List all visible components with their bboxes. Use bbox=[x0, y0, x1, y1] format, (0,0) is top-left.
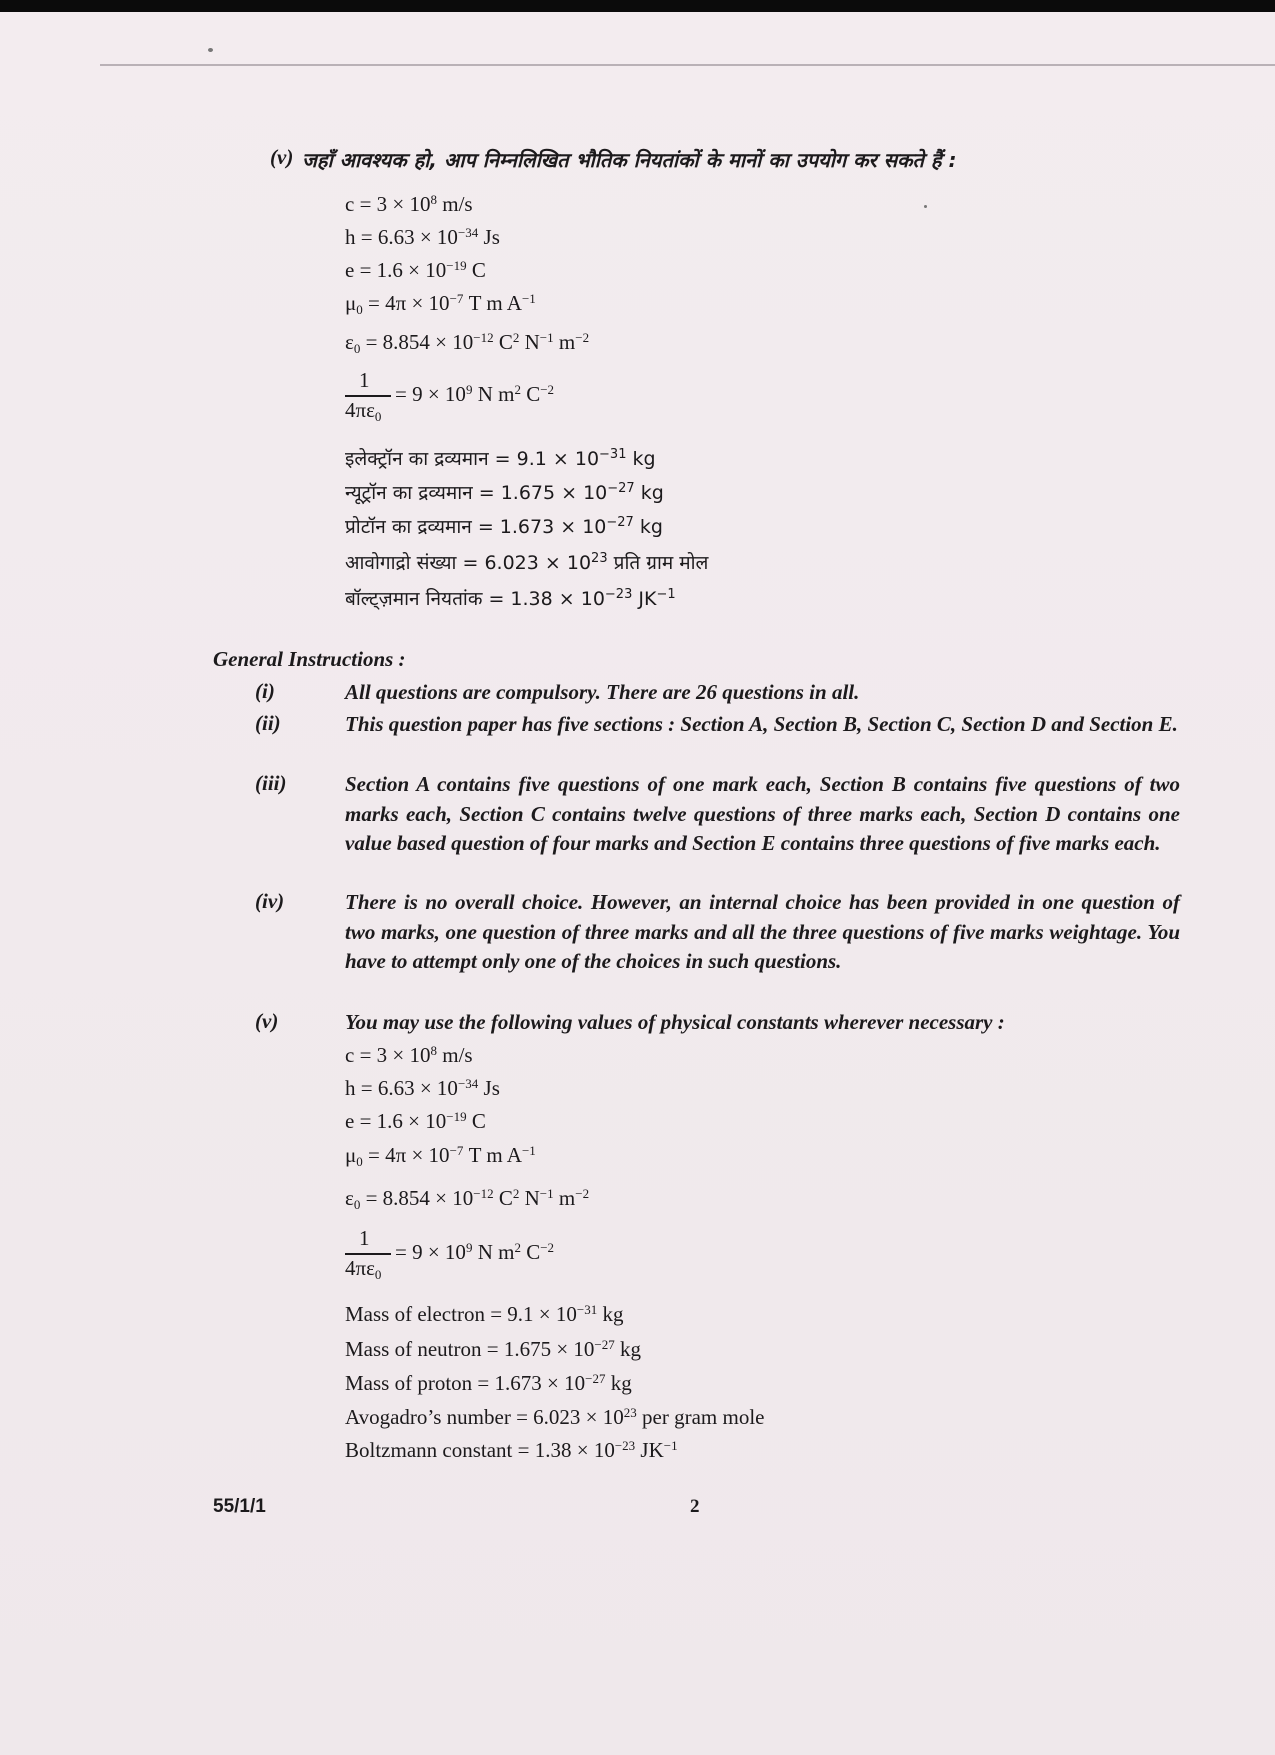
instruction-i-text: All questions are compulsory. There are 26 questions in all. bbox=[345, 680, 860, 704]
instruction-v-number: (v) bbox=[255, 1009, 279, 1033]
english-avogadro: Avogadro’s number = $6.023 \times 10^{23}$ per gram mole bbox=[345, 1405, 765, 1429]
english-mass-proton: Mass of proton = $1.673 \times 10^{-27}$ kg bbox=[345, 1371, 632, 1395]
english-constant-h: $h = 6.63 \times 10^{-34}$ Js bbox=[345, 1076, 500, 1100]
english-constant-mu0: $\mu_0 = 4\pi \times 10^{-7}$ T m $A^{-1}$ bbox=[345, 1143, 536, 1169]
english-constant-e: $e = 1.6 \times 10^{-19}$ C bbox=[345, 1109, 486, 1133]
scan-speck bbox=[924, 205, 927, 208]
instruction-v-text: You may use the following values of physical constants wherever necessary : bbox=[345, 1010, 1005, 1034]
constant-eps0: $\varepsilon_0 = 8.854 \times 10^{-12}$ $C^2$ $N^{-1}$ $m^{-2}$ bbox=[345, 330, 590, 356]
general-instructions-heading: General Instructions : bbox=[213, 647, 406, 671]
english-constant-c: $c = 3 \times 10^8$ m/s bbox=[345, 1043, 473, 1067]
constant-e: $e = 1.6 \times 10^{-19}$ C bbox=[345, 258, 486, 282]
scan-speck bbox=[208, 48, 213, 52]
english-constant-eps0: $\varepsilon_0 = 8.854 \times 10^{-12}$ $C^2$ $N^{-1}$ $m^{-2}$ bbox=[345, 1186, 590, 1212]
english-mass-electron: Mass of electron = $9.1 \times 10^{-31}$ kg bbox=[345, 1302, 624, 1326]
english-boltzmann: Boltzmann constant = $1.38 \times 10^{-23}$ $JK^{-1}$ bbox=[345, 1438, 678, 1462]
hindi-mass-neutron: न्यूट्रॉन का द्रव्यमान = $1.675 \times 10^{-27}$ kg bbox=[345, 481, 664, 504]
instruction-i-number: (i) bbox=[255, 679, 275, 703]
scan-top-border bbox=[0, 0, 1275, 12]
constant-c: $c = 3 \times 10^8$ m/s bbox=[345, 192, 473, 216]
hindi-boltzmann: बॉल्ट्ज़मान नियतांक = $1.38 \times 10^{-23}$ $JK^{-1}$ bbox=[345, 587, 676, 610]
hindi-intro: जहाँ आवश्यक हो, आप निम्नलिखित भौतिक नियतांकों के मानों का उपयोग कर सकते हैं : bbox=[302, 148, 957, 172]
constant-mu0: $\mu_0 = 4\pi \times 10^{-7}$ T m $A^{-1}$ bbox=[345, 291, 536, 317]
page-number: 2 bbox=[690, 1496, 700, 1517]
instruction-iii-number: (iii) bbox=[255, 771, 287, 795]
paper-code: 55/1/1 bbox=[213, 1496, 266, 1517]
instruction-iv-text: There is no overall choice. However, an internal choice has been provided in one question of two marks, one question of three marks and all the three questions of five marks weightage. You have to attempt only one of the choices in such questions. bbox=[345, 890, 1180, 973]
exam-page: (v) जहाँ आवश्यक हो, आप निम्नलिखित भौतिक नियतांकों के मानों का उपयोग कर सकते हैं : $c = 3 \times 10^8$ m/s $h = 6.63 \times 10^{-34}$ Js $e = 1.6 \times 10^{-19}$ C $\mu_0 = 4\pi \times 10^{-7}$ T m $A^{-1}$ $\varepsilon_0 = 8.854 \times 10^{-12}$ $C^2$ $N^{-1}$ $m^{-2}$ 1 $4\pi\varepsilon_0$ = $9 \times 10^9$ N $m^2$ $C^{-2}$ इलेक्ट्रॉन का द्रव्यमान = $9.1 \times 10^{-31}$ kg न्यूट्रॉन का द्रव्यमान = $1.675 \times 10^{-27}$ kg प्रोटॉन का द्रव्यमान = $1.673 \times 10^{-27}$ kg आवोगाद्रो संख्या = $6.023 \times 10^{23}$ प्रति ग्राम मोल बॉल्ट्ज़मान नियतांक = $1.38 \times 10^{-23}$ $JK^{-1}$ General Instructions : (i) All questions are compulsory. There are 26 questions in all. (ii) This question paper has five sections : Section A, Section B, Section C, Section D and Section E. (iii) Section A contains five questions of one mark each, Section B contains five questions of two marks each, Section C contains twelve questions of three marks each, Section D contains one value based question of four marks and Section E contains three questions of five marks each. (iv) There is no overall choice. However, an internal choice has been provided in one question of two marks, one question of three marks and all the three questions of five marks weightage. You have to attempt only one of the choices in such questions. (v) You may use the following values of physical constants wherever necessary : $c = 3 \times 10^8$ m/s $h = 6.63 \times 10^{-34}$ Js $e = 1.6 \times 10^{-19}$ C $\mu_0 = 4\pi \times 10^{-7}$ T m $A^{-1}$ $\varepsilon_0 = 8.854 \times 10^{-12}$ $C^2$ $N^{-1}$ $m^{-2}$ 1 $4\pi\varepsilon_0$ = $9 \times 10^9$ N $m^2$ $C^{-2}$ Mass of electron = $9.1 \times 10^{-31}$ kg Mass of neutron = $1.675 \times 10^{-27}$ kg Mass of proton = $1.673 \times 10^{-27}$ kg Avogadro’s number = $6.023 \times 10^{23}$ per gram mole Boltzmann constant = $1.38 \times 10^{-23}$ $JK^{-1}$ 55/1/1 2 bbox=[0, 0, 1275, 1755]
constant-h: $h = 6.63 \times 10^{-34}$ Js bbox=[345, 225, 500, 249]
page-top-rule bbox=[100, 64, 1275, 66]
instruction-iv-number: (iv) bbox=[255, 889, 285, 913]
hindi-avogadro: आवोगाद्रो संख्या = $6.023 \times 10^{23}$ प्रति ग्राम मोल bbox=[345, 551, 709, 574]
instruction-ii-number: (ii) bbox=[255, 711, 281, 735]
instruction-iii-text: Section A contains five questions of one mark each, Section B contains five questions of two marks each, Section C contains twelve questions of three marks each, Section D contains one value based question of four marks and Section E contains three questions of five marks each. bbox=[345, 772, 1180, 855]
instruction-ii-text: This question paper has five sections : Section A, Section B, Section C, Section D and Section E. bbox=[345, 712, 1178, 736]
hindi-mass-proton: प्रोटॉन का द्रव्यमान = $1.673 \times 10^{-27}$ kg bbox=[345, 515, 663, 538]
hindi-mass-electron: इलेक्ट्रॉन का द्रव्यमान = $9.1 \times 10^{-31}$ kg bbox=[345, 447, 656, 470]
english-mass-neutron: Mass of neutron = $1.675 \times 10^{-27}$ kg bbox=[345, 1337, 642, 1361]
hindi-item-number: (v) bbox=[270, 145, 294, 169]
